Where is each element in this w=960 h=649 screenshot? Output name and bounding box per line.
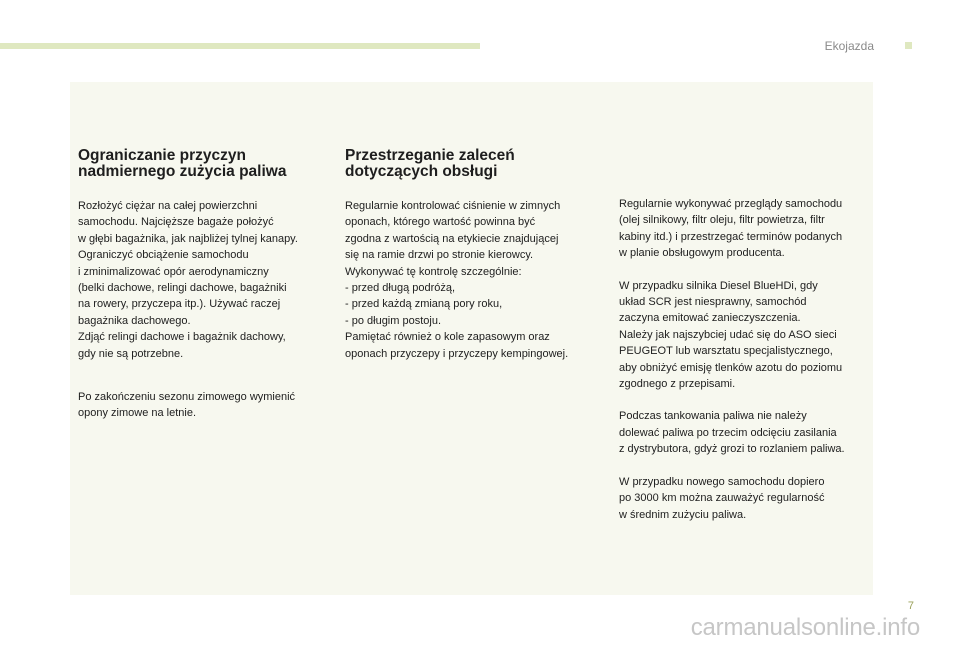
column-maintenance-continued: [619, 196, 874, 523]
heading-fuel-consumption: Ograniczanie przyczyn nadmiernego zużycia paliwa: [78, 147, 287, 180]
header-accent-bar: [0, 43, 480, 49]
heading-maintenance: Przestrzeganie zaleceń dotyczących obsługi: [345, 147, 515, 180]
column-fuel-consumption: [78, 148, 328, 422]
section-label: Ekojazda: [824, 39, 874, 53]
paragraph-service-schedule: Regularnie wykonywać przeglądy samochodu (olej silnikowy, filtr oleju, filtr powietrza, filtr kabiny itd.) i przestrzegać terminów podanych w planie obsługowym producenta.: [619, 198, 843, 260]
paragraph-tyre-pressure: Regularnie kontrolować ciśnienie w zimnych oponach, którego wartość powinna być zgodna z wartością na etykiecie znajdującej się na ramie drzwi po stronie kierowcy. Wykonywać tę kontrolę szczególnie: - przed długą podróżą, - przed każdą zmianą pory roku, - po długim postoju. Pamiętać również o kole zapasowym oraz oponach przyczepy i przyczepy kempingowej.: [345, 200, 569, 360]
watermark-text: carmanualsonline.info: [690, 614, 920, 641]
paragraph-bluehdi-scr: W przypadku silnika Diesel BlueHDi, gdy układ SCR jest niesprawny, samochód zaczyna emitować zanieczyszczenia. Należy jak najszybciej udać się do ASO sieci PEUGEOT lub warsztatu specjalistycznego, aby obniżyć emisję tlenków azotu do poziomu zgodnego z przepisami.: [619, 279, 843, 391]
paragraph-winter-tyres: Po zakończeniu sezonu zimowego wymienić opony zimowe na letnie.: [78, 391, 296, 420]
column-maintenance: [345, 148, 600, 362]
page-number: 7: [907, 600, 914, 612]
section-marker: [905, 42, 912, 49]
paragraph-load-distribution: Rozłożyć ciężar na całej powierzchni samochodu. Najcięższe bagaże położyć w głębi bagażnika, jak najbliżej tylnej kanapy. Ograniczyć obciążenie samochodu i zminimalizować opór aerodynamiczny (belki dachowe, relingi dachowe, bagażniki na rowery, przyczepa itp.). Używać raczej bagażnika dachowego. Zdjąć relingi dachowe i bagażnik dachowy, gdy nie są potrzebne.: [78, 200, 298, 360]
paragraph-refuelling: Podczas tankowania paliwa nie należy dolewać paliwa po trzecim odcięciu zasilania z dystrybutora, gdyż grozi to rozlaniem paliwa.: [619, 410, 845, 456]
paragraph-new-vehicle: W przypadku nowego samochodu dopiero po 3000 km można zauważyć regularność w średnim zużyciu paliwa.: [619, 475, 825, 521]
